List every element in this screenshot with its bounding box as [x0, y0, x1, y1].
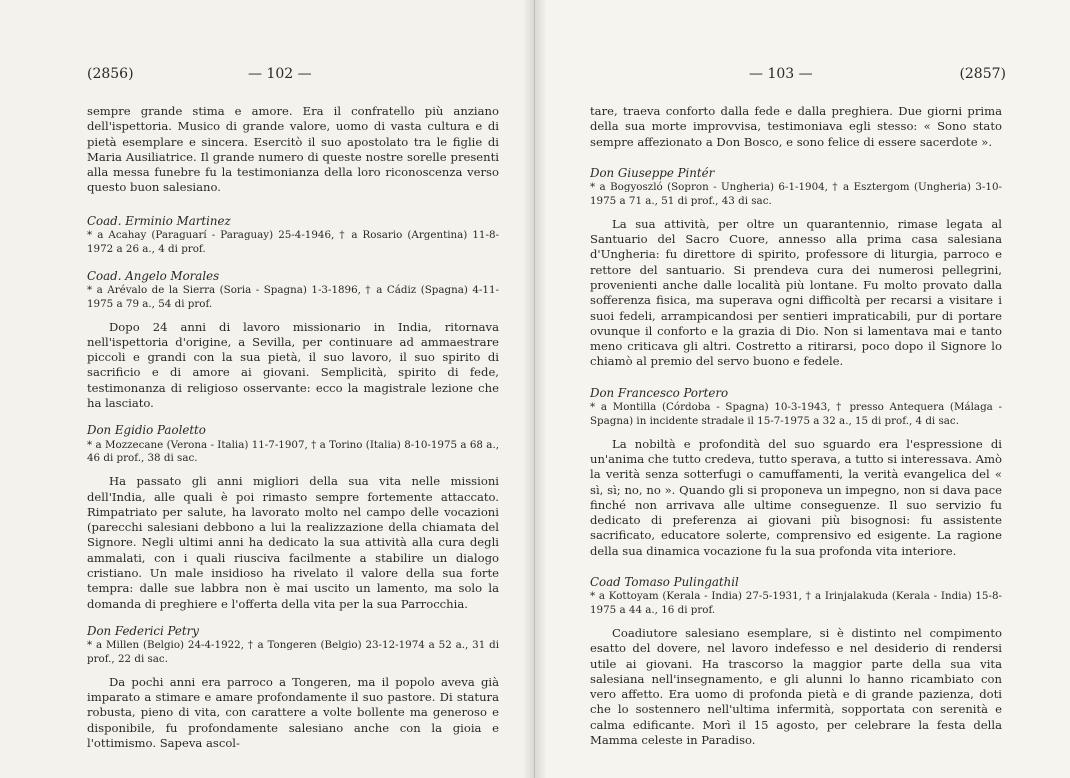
obituary-entry [87, 624, 499, 751]
entry-bio: * a Bogyoszló (Sopron - Ungheria) 6-1-1904, † a Esztergom (Ungheria) 3-10-1975 a 71 a., 51 di prof., 43 di sac. [590, 181, 1002, 207]
right-page [535, 0, 1070, 778]
entry-bio: * a Mozzecane (Verona - Italia) 11-7-1907, † a Torino (Italia) 8-10-1975 a 68 a., 46 di prof., 38 di sac. [87, 438, 499, 465]
entry-text: Ha passato gli anni migliori della sua vita nelle missioni dell'India, alle quali è poi rimasto sempre fortemente attaccato. Rimpatriato per salute, ha lavorato molto nel campo delle vocazioni (parecchi salesiani debbono a lui la realizzazione della chiamata del Signore. Negli ultimi anni ha dedicato la sua attività alla cura degli ammalati, con i quali riusciva facilmente a stabilire un dialogo cristiano. Un male insidioso ha rivelato il valore della sua forte tempra: dalle sue labbra non è mai uscito un lamento, ma solo la domanda di preghiere e l'offerta della vita per la sua Parrocchia. [87, 474, 499, 611]
entry-text: Coadiutore salesiano esemplare, si è distinto nel compimento esatto del dovere, nel lavoro indefesso e nel desiderio di rendersi utile ai giovani. Ha trascorso la maggior parte della sua vita salesiana nell'insegnamento, e gli alunni lo hanno ricambiato con vero affetto. Era uomo di profonda pietà e di grande pazienza, doti che lo sostennero nell'ultima infermità, sopportata con serenità e calma edificante. Morì il 15 agosto, per celebrare la festa della Mamma celeste in Paradiso. [590, 625, 1002, 747]
entry-name: Don Francesco Portero [590, 385, 729, 400]
entry-text: Dopo 24 anni di lavoro missionario in India, ritornava nell'ispettoria d'origine, a Sevilla, per continuare ad ammaestrare piccoli e grandi con la sua pietà, il suo lavoro, il suo spirito di sacrificio e di amore ai giovani. Semplicità, spirito di fede, testimonanza di religioso osservante: ecco la magistrale lezione che ha lasciato. [87, 319, 499, 411]
obituary-entry [590, 166, 1002, 370]
right-page-number: — 103 — [749, 66, 813, 82]
left-page-number: — 102 — [248, 66, 312, 82]
entry-name: Don Federici Petry [87, 623, 199, 638]
entry-name: Don Egidio Paoletto [87, 423, 206, 438]
entry-bio: * a Acahay (Paraguarí - Paraguay) 25-4-1946, † a Rosario (Argentina) 11-8-1972 a 26 a., 4 di prof. [87, 229, 499, 255]
entry-name: Coad Tomaso Pulingathil [590, 575, 739, 590]
entry-name: Coad. Angelo Morales [87, 268, 220, 283]
entry-text: Da pochi anni era parroco a Tongeren, ma il popolo aveva già imparato a stimare e amare profondamente il suo pastore. Di statura robusta, pieno di vita, con carattere a volte bollente ma generoso e disponibile, fu profondamente salesiano anche con la gioia e l'ottimismo. Sapeva ascol- [87, 674, 499, 750]
right-page-body [590, 104, 1002, 756]
left-page-body [87, 104, 499, 759]
obituary-entry [87, 423, 499, 612]
entry-name: Don Giuseppe Pintér [590, 165, 715, 180]
entry-bio: * a Montilla (Córdoba - Spagna) 10-3-1943, † presso Antequera (Málaga - Spagna) in incidente stradale il 15-7-1975 a 32 a., 15 di prof., 4 di sac. [590, 401, 1002, 427]
entry-text: La sua attività, per oltre un quarantennio, rimase legata al Santuario del Sacro Cuore, annesso alla prima casa salesiana d'Ungheria: fu direttore di spirito, professore di liturgia, parroco e rettore del santuario. Si prendeva cura dei numerosi pellegrini, provenienti anche dalle località più lontane. Fu molto provato dalla sofferenza fisica, ma superava ogni difficoltà per recarsi a visitare i suoi fedeli, arrampicandosi per sentieri impraticabili, pur di portare ovunque il conforto e la grazia di Dio. Non si lamentava mai e tanto meno criticava gli altri. Costretto a ritirarsi, poco dopo il Signore lo chiamò al premio del servo buono e fedele. [590, 216, 1002, 369]
entry-bio: * a Arévalo de la Sierra (Soria - Spagna) 1-3-1896, † a Cádiz (Spagna) 4-11-1975 a 79 a., 54 di prof. [87, 283, 499, 310]
left-archive-number: (2856) [87, 66, 134, 82]
obituary-entry [590, 575, 1002, 748]
obituary-entry [590, 386, 1002, 559]
entry-bio: * a Kottoyam (Kerala - India) 27-5-1931, † a Irinjalakuda (Kerala - India) 15-8-1975 a 44 a., 16 di prof. [590, 590, 1002, 617]
right-archive-number: (2857) [959, 66, 1006, 82]
obituary-entry [87, 269, 499, 412]
obituary-entry [87, 214, 499, 257]
left-continuation-text: sempre grande stima e amore. Era il confratello più anziano dell'ispettoria. Musico di grande valore, uomo di vasta cultura e di pietà esemplare e sincera. Esercitò il suo apostolato tra le figlie di Maria Ausiliatrice. Il grande numero di queste nostre sorelle presenti alla messa funebre fu la testimonianza della loro riconoscenza verso questo buon salesiano. [87, 104, 499, 195]
entry-name: Coad. Erminio Martinez [87, 213, 231, 228]
right-continuation-text: tare, traeva conforto dalla fede e dalla preghiera. Due giorni prima della sua morte improvvisa, testimoniava egli stesso: « Sono stato sempre affezionato a Don Bosco, e sono felice di essere sacerdote ». [590, 104, 1002, 149]
entry-text: La nobiltà e profondità del suo sguardo era l'espressione di un'anima che tutto credeva, tutto sperava, a tutto si interessava. Amò la verità senza sotterfugi o camuffamenti, la verità evangelica del « sì, sì; no, no ». Quando gli si proponeva un impegno, non si dava pace finché non arrivava alle ultime conseguenze. Il suo servizio fu dedicato di preferenza ai giovani più bisognosi: fu assistente sacrificato, educatore solerte, comprensivo ed esigente. La ragione della sua dinamica vocazione fu la sua profonda vita interiore. [590, 436, 1002, 558]
entry-bio: * a Millen (Belgio) 24-4-1922, † a Tongeren (Belgio) 23-12-1974 a 52 a., 31 di prof., 22 di sac. [87, 639, 499, 665]
